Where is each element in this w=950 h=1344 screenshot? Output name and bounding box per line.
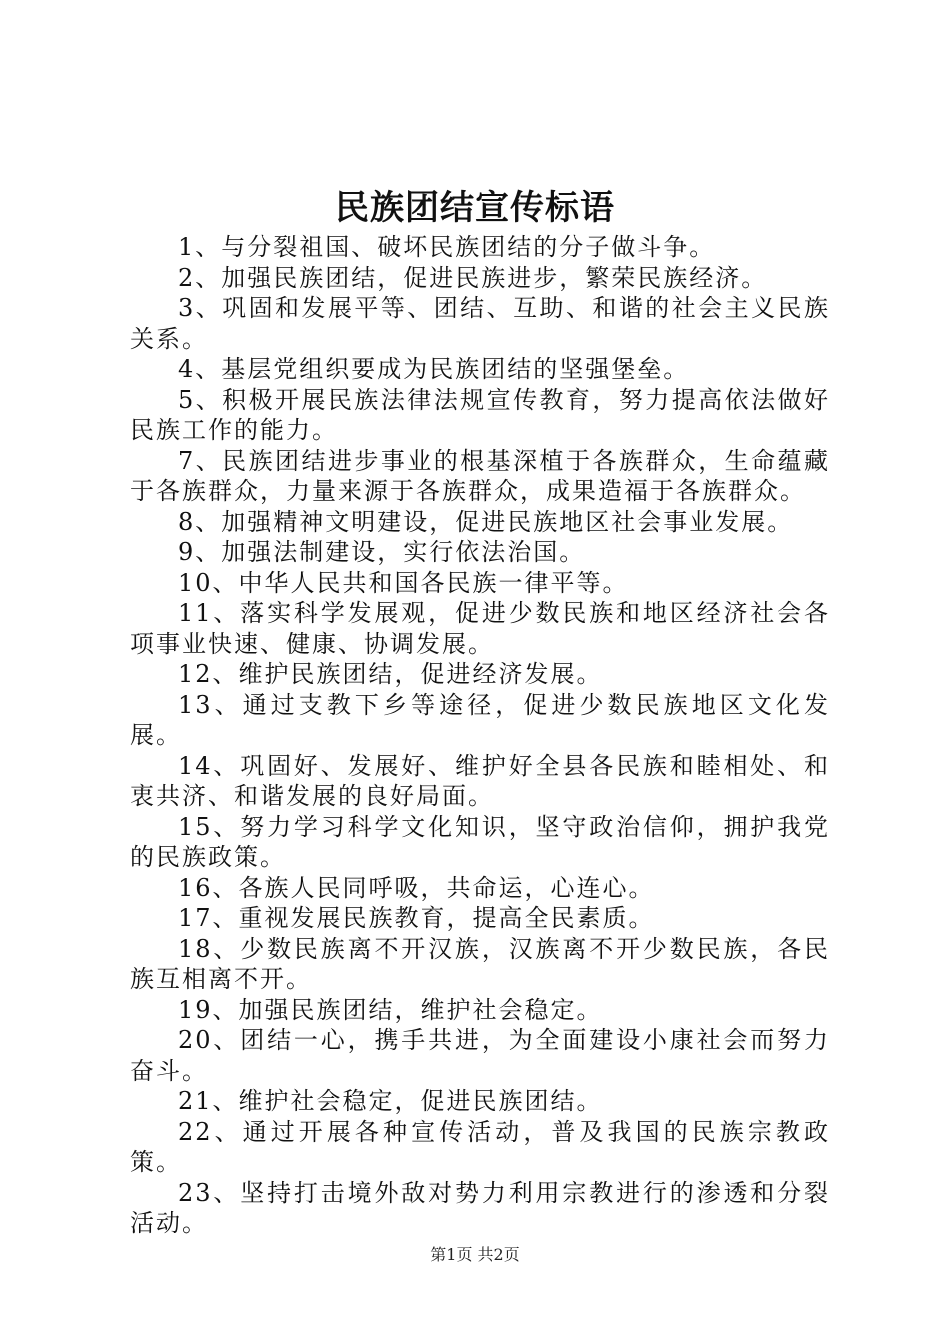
slogan-item: 18、少数民族离不开汉族，汉族离不开少数民族，各民族互相离不开。 xyxy=(130,934,830,993)
slogan-item: 16、各族人民同呼吸，共命运，心连心。 xyxy=(178,873,655,902)
slogan-item: 11、落实科学发展观，促进少数民族和地区经济社会各项事业快速、健康、协调发展。 xyxy=(130,599,830,658)
slogan-item: 13、通过支教下乡等途径，促进少数民族地区文化发展。 xyxy=(130,690,830,749)
slogan-item: 22、通过开展各种宣传活动，普及我国的民族宗教政策。 xyxy=(130,1117,830,1176)
slogan-item: 3、巩固和发展平等、团结、互助、和谐的社会主义民族关系。 xyxy=(130,294,830,353)
slogan-item: 23、坚持打击境外敌对势力利用宗教进行的渗透和分裂活动。 xyxy=(130,1178,830,1237)
slogan-item: 2、加强民族团结，促进民族进步，繁荣民族经济。 xyxy=(178,263,768,292)
slogan-item: 1、与分裂祖国、破坏民族团结的分子做斗争。 xyxy=(178,233,716,261)
slogan-item: 14、巩固好、发展好、维护好全县各民族和睦相处、和衷共济、和谐发展的良好局面。 xyxy=(130,751,830,810)
page-title: 民族团结宣传标语 xyxy=(335,188,615,228)
slogan-item: 12、维护民族团结，促进经济发展。 xyxy=(178,660,603,688)
page-number-footer: 第1页 共2页 xyxy=(430,1245,520,1264)
slogan-item: 8、加强精神文明建设，促进民族地区社会事业发展。 xyxy=(178,507,794,536)
slogan-item: 9、加强法制建设，实行依法治国。 xyxy=(178,538,586,566)
slogan-item: 17、重视发展民族教育，提高全民素质。 xyxy=(178,904,655,932)
slogan-list xyxy=(130,232,830,1239)
slogan-item: 4、基层党组织要成为民族团结的坚强堡垒。 xyxy=(178,355,690,383)
slogan-item: 19、加强民族团结，维护社会稳定。 xyxy=(178,995,603,1024)
slogan-item: 15、努力学习科学文化知识，坚守政治信仰，拥护我党的民族政策。 xyxy=(130,812,830,871)
slogan-item: 7、民族团结进步事业的根基深植于各族群众，生命蕴藏于各族群众，力量来源于各族群众，成果造福于各族群众。 xyxy=(130,446,830,505)
slogan-item: 10、中华人民共和国各民族一律平等。 xyxy=(178,568,629,597)
slogan-item: 21、维护社会稳定，促进民族团结。 xyxy=(178,1087,603,1115)
slogan-item: 5、积极开展民族法律法规宣传教育，努力提高依法做好民族工作的能力。 xyxy=(130,385,830,444)
slogan-item: 20、团结一心，携手共进，为全面建设小康社会而努力奋斗。 xyxy=(130,1026,830,1085)
